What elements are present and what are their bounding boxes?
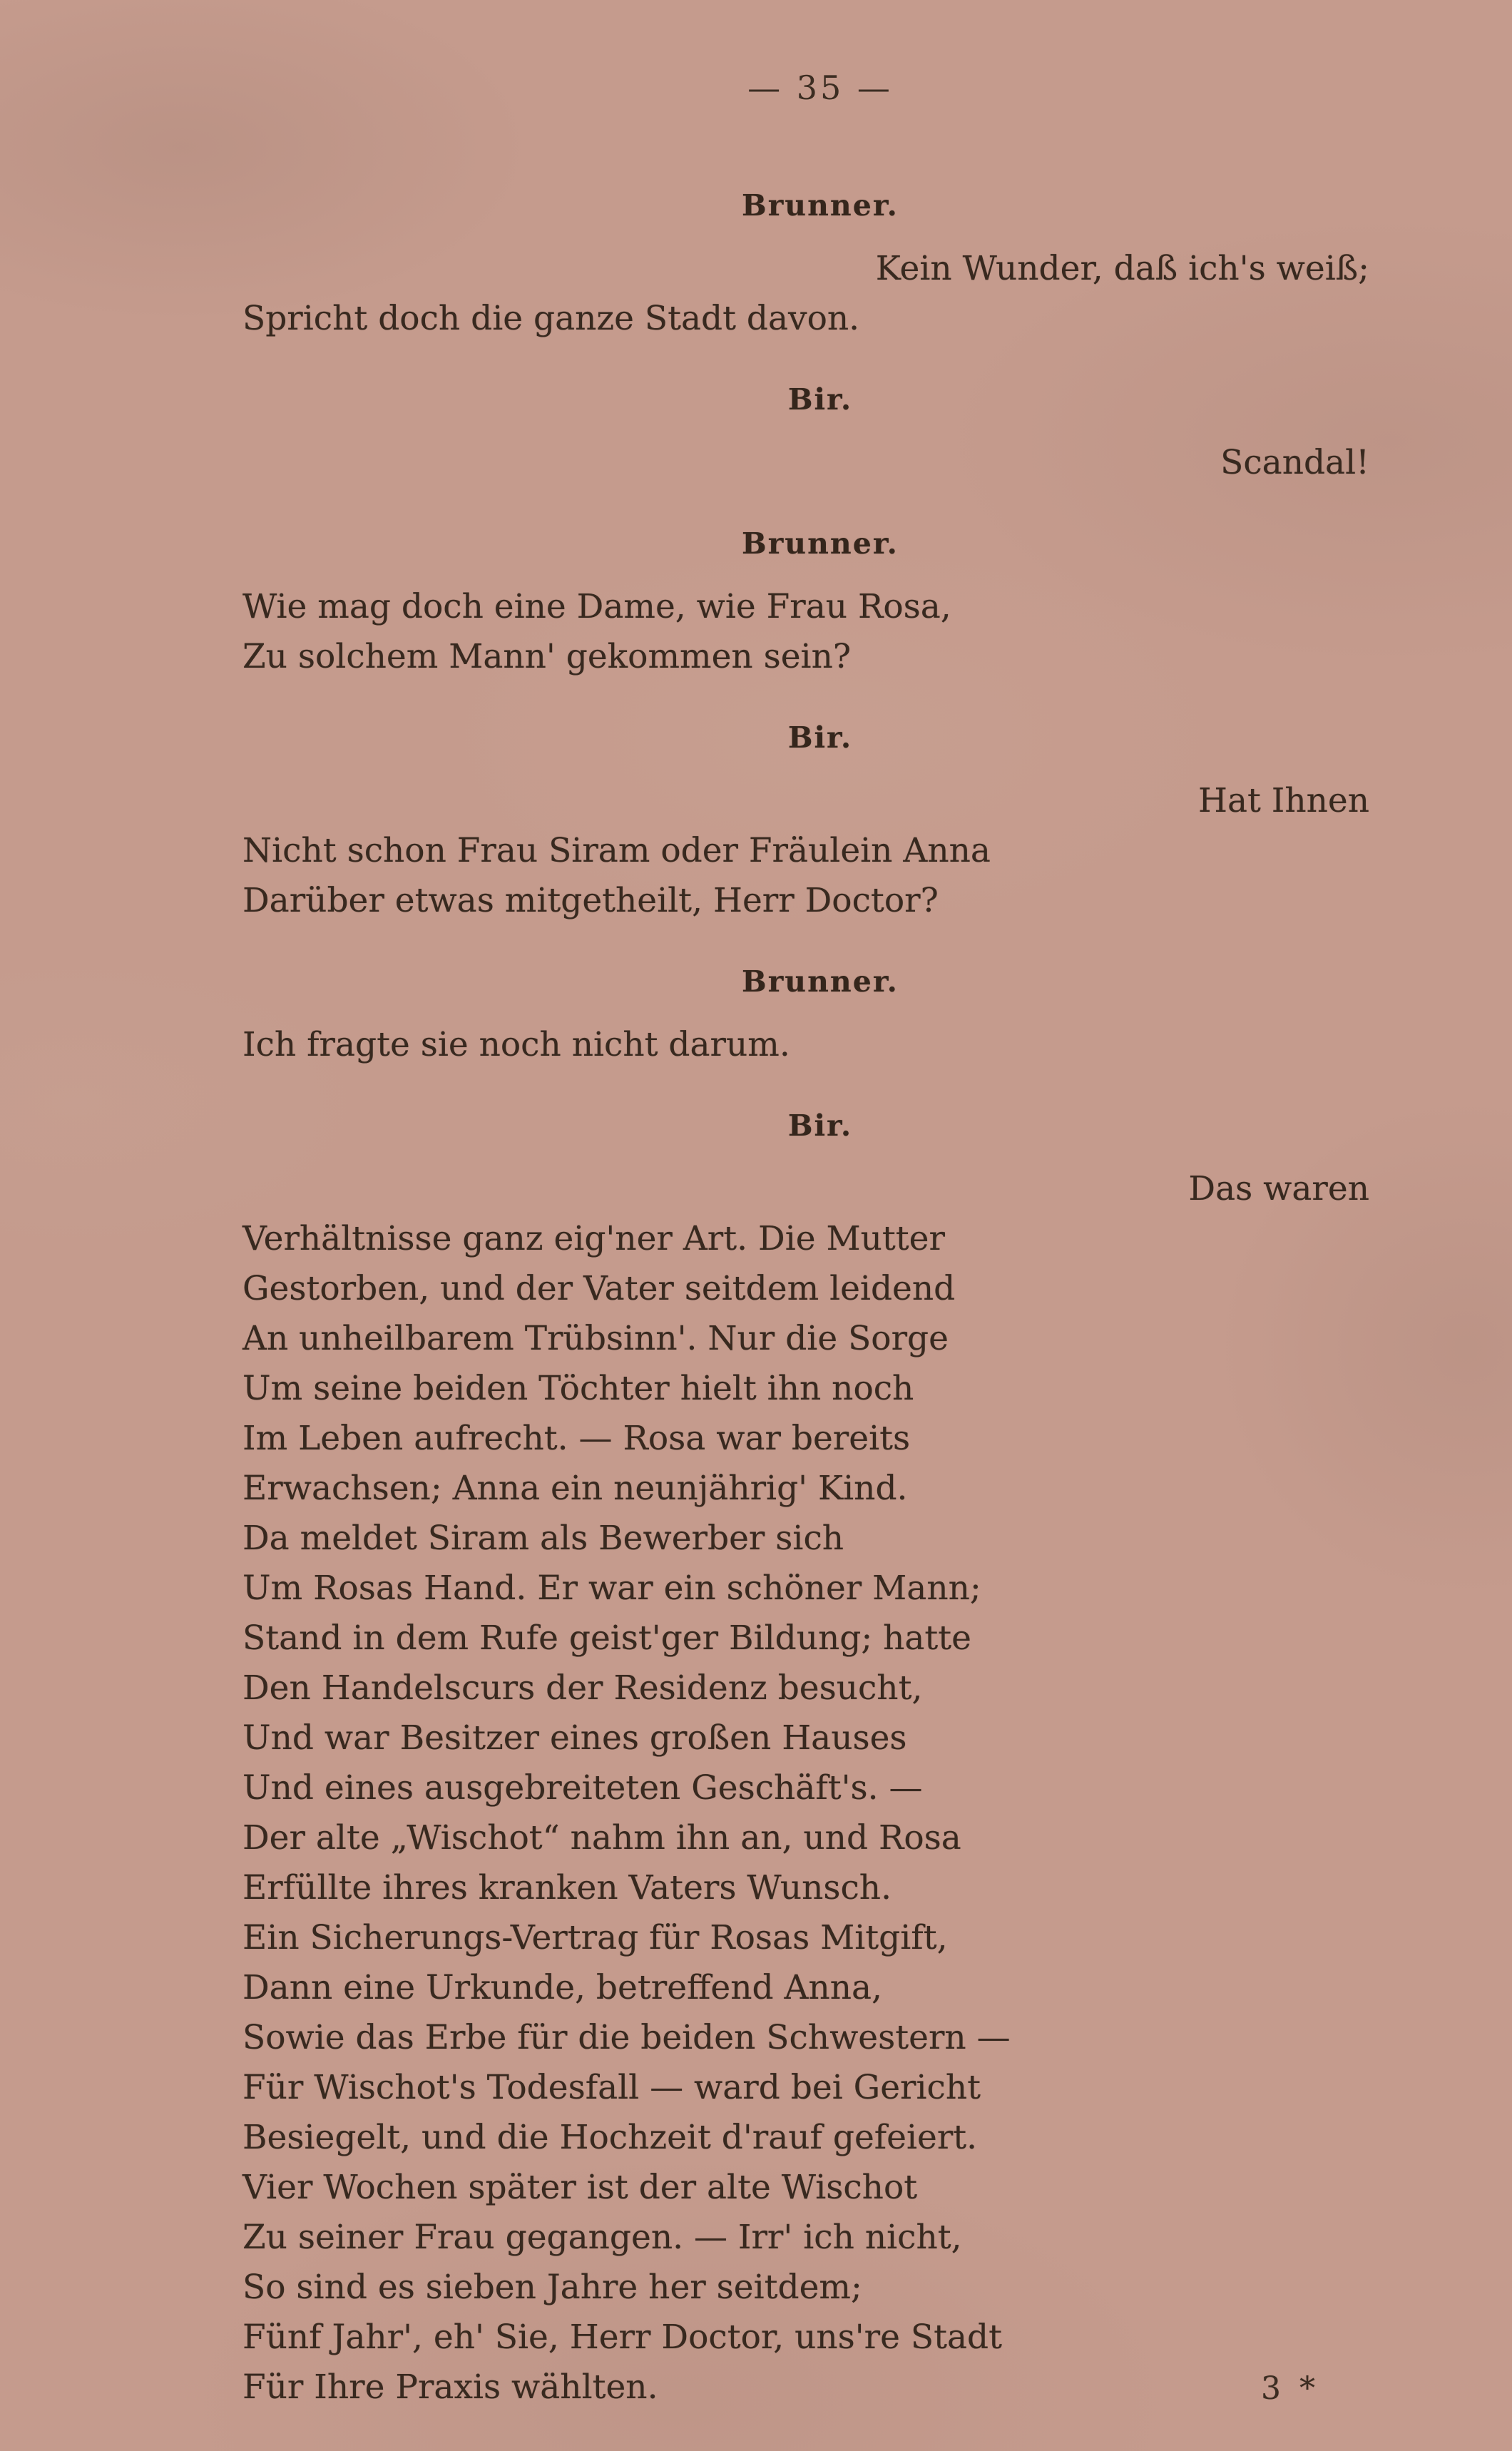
signature-mark: 3 * — [1261, 2370, 1319, 2407]
verse-line: Hat Ihnen — [1197, 781, 1369, 820]
verse-line: Zu seiner Frau gegangen. — Irr' ich nicht, — [242, 2218, 962, 2257]
verse-line: So sind es sieben Jahre her seitdem; — [242, 2268, 862, 2307]
speaker-name: Bir. — [787, 382, 853, 417]
verse-line: Spricht doch die ganze Stadt davon. — [242, 299, 860, 338]
verse-line: Darüber etwas mitgetheilt, Herr Doctor? — [242, 881, 939, 920]
verse-line: Ich fragte sie noch nicht darum. — [242, 1025, 790, 1064]
page-number: — 35 — — [747, 68, 893, 107]
verse-line: Nicht schon Frau Siram oder Fräulein Anna — [242, 831, 991, 870]
verse-line: Da meldet Siram als Bewerber sich — [242, 1519, 844, 1558]
speaker-name: Bir. — [787, 1109, 853, 1143]
verse-line: Erfüllte ihres kranken Vaters Wunsch. — [242, 1868, 892, 1907]
speaker-name: Brunner. — [742, 526, 899, 561]
verse-line: Verhältnisse ganz eig'ner Art. Die Mutter — [242, 1219, 945, 1258]
verse-line: Den Handelscurs der Residenz besucht, — [242, 1668, 923, 1708]
speaker-name: Brunner. — [742, 964, 899, 999]
verse-line: Um seine beiden Töchter hielt ihn noch — [242, 1369, 914, 1408]
verse-line: Scandal! — [1220, 443, 1369, 482]
verse-line: Wie mag doch eine Dame, wie Frau Rosa, — [242, 587, 951, 626]
verse-line: Erwachsen; Anna ein neunjährig' Kind. — [242, 1469, 908, 1508]
verse-line: Stand in dem Rufe geist'ger Bildung; hatte — [242, 1619, 971, 1658]
speaker-name: Bir. — [787, 720, 853, 755]
verse-line: Vier Wochen später ist der alte Wischot — [242, 2168, 918, 2207]
verse-line: Das waren — [1188, 1169, 1369, 1208]
verse-line: Sowie das Erbe für die beiden Schwestern — — [242, 2018, 1011, 2057]
verse-line: Um Rosas Hand. Er war ein schöner Mann; — [242, 1569, 981, 1608]
verse-line: Für Wischot's Todesfall — ward bei Gericht — [242, 2068, 981, 2107]
verse-line: Für Ihre Praxis wählten. — [242, 2368, 658, 2407]
play-text-block — [242, 107, 1398, 2412]
verse-line: Und eines ausgebreiteten Geschäft's. — — [242, 1768, 923, 1808]
verse-line: Kein Wunder, daß ich's weiß; — [875, 249, 1369, 288]
verse-line: Und war Besitzer eines großen Hauses — [242, 1718, 907, 1758]
verse-line: An unheilbarem Trübsinn'. Nur die Sorge — [242, 1319, 949, 1358]
verse-line: Gestorben, und der Vater seitdem leidend — [242, 1269, 956, 1308]
verse-line: Zu solchem Mann' gekommen sein? — [242, 637, 852, 676]
verse-line: Besiegelt, und die Hochzeit d'rauf gefeiert. — [242, 2118, 978, 2157]
verse-line: Fünf Jahr', eh' Sie, Herr Doctor, uns're Stadt — [242, 2318, 1002, 2357]
speaker-name: Brunner. — [742, 188, 899, 223]
verse-line: Dann eine Urkunde, betreffend Anna, — [242, 1968, 882, 2007]
verse-line: Ein Sicherungs-Vertrag für Rosas Mitgift, — [242, 1918, 948, 1957]
verse-line: Im Leben aufrecht. — Rosa war bereits — [242, 1419, 911, 1458]
verse-line: Der alte „Wischot“ nahm ihn an, und Rosa — [242, 1818, 961, 1858]
